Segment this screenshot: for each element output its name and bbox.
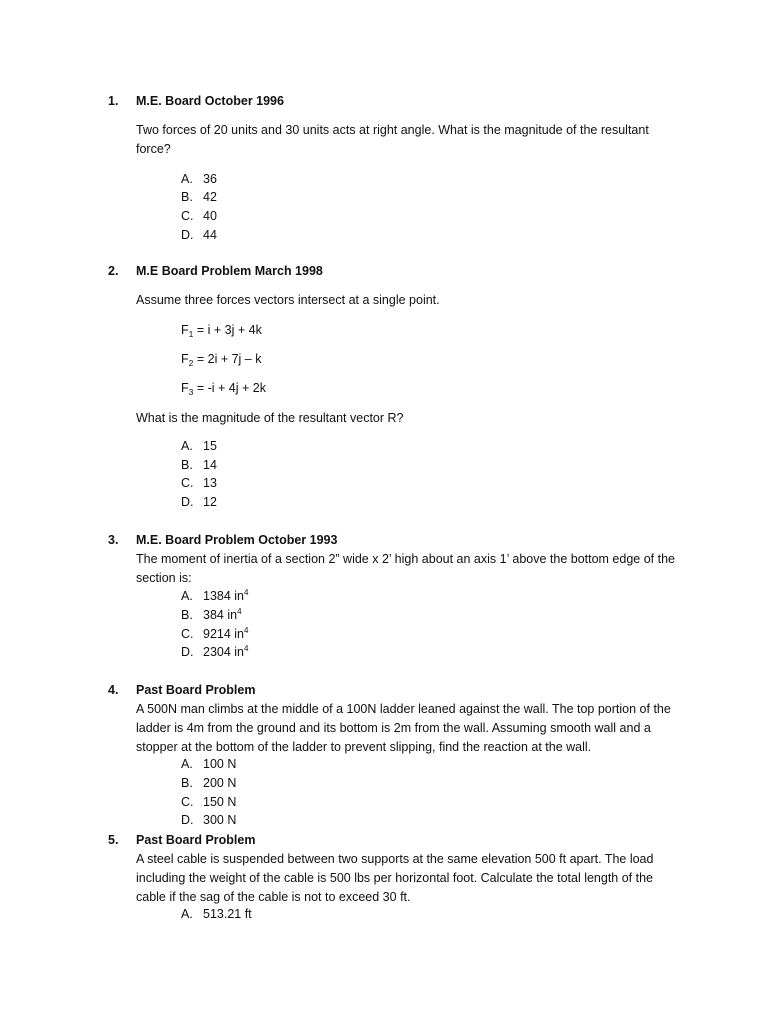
option-letter: C.	[181, 627, 194, 641]
option	[181, 625, 248, 645]
option	[181, 474, 217, 492]
option-value: 40	[203, 209, 217, 223]
option-letter: A.	[181, 172, 193, 186]
option-value: 36	[203, 172, 217, 186]
option	[181, 207, 217, 225]
option	[181, 587, 248, 607]
option-value: 14	[203, 458, 217, 472]
option-letter: A.	[181, 907, 193, 921]
option-value: 200 N	[203, 776, 237, 790]
option-value: 13	[203, 476, 217, 490]
option-value: 15	[203, 439, 217, 453]
option-value: 1384 in	[203, 589, 245, 603]
equation-symbol: F	[181, 323, 189, 337]
option-value: 9214 in	[203, 627, 245, 641]
option-letter: C.	[181, 209, 194, 223]
question-number: 2.	[108, 264, 119, 278]
option	[181, 226, 217, 244]
option-letter: D.	[181, 813, 194, 827]
option-letter: A.	[181, 439, 193, 453]
option-letter: B.	[181, 776, 193, 790]
equation-rhs: = 2i + 7j – k	[193, 352, 262, 366]
question-text: The moment of inertia of a section 2” wide x 2’ high about an axis 1’ above the bottom edge of the section is:	[136, 552, 675, 585]
question-title: M.E. Board October 1996	[136, 94, 284, 108]
option-value: 42	[203, 190, 217, 204]
question-prompt: What is the magnitude of the resultant vector R?	[136, 411, 404, 425]
question-title: Past Board Problem	[136, 683, 256, 697]
option	[181, 643, 248, 663]
option-letter: A.	[181, 589, 193, 603]
question-text: Two forces of 20 units and 30 units acts at right angle. What is the magnitude of the resultant force?	[136, 123, 649, 156]
option-value: 513.21 ft	[203, 907, 252, 921]
equation-subscript: 1	[188, 329, 194, 339]
option-letter: C.	[181, 795, 194, 809]
option-letter: D.	[181, 228, 194, 242]
option-value: 384 in	[203, 608, 238, 622]
option-value: 150 N	[203, 795, 237, 809]
option-value: 300 N	[203, 813, 237, 827]
option-superscript: 4	[244, 626, 249, 635]
question-text: Assume three forces vectors intersect at a single point.	[136, 293, 440, 307]
option-letter: B.	[181, 608, 193, 622]
option-value: 2304 in	[203, 645, 245, 659]
option-superscript: 4	[237, 607, 242, 616]
option	[181, 755, 236, 773]
equation-subscript: 3	[188, 387, 194, 397]
equation-subscript: 2	[188, 358, 194, 368]
option	[181, 493, 217, 511]
option	[181, 437, 217, 455]
question-number: 5.	[108, 833, 119, 847]
equation-f1	[181, 321, 262, 340]
option	[181, 811, 236, 829]
question-number: 3.	[108, 533, 119, 547]
option-superscript: 4	[244, 588, 249, 597]
option-value: 12	[203, 495, 217, 509]
option	[181, 793, 236, 811]
equation-rhs: = i + 3j + 4k	[193, 323, 262, 337]
question-title: M.E Board Problem March 1998	[136, 264, 323, 278]
option-letter: D.	[181, 495, 194, 509]
equation-f3	[181, 379, 266, 398]
option	[181, 170, 217, 188]
option-value: 44	[203, 228, 217, 242]
equation-f2	[181, 350, 261, 369]
option-letter: C.	[181, 476, 194, 490]
option	[181, 774, 236, 792]
question-number: 4.	[108, 683, 119, 697]
option	[181, 188, 217, 206]
option-value: 100 N	[203, 757, 237, 771]
option-letter: B.	[181, 458, 193, 472]
option	[181, 905, 252, 923]
equation-symbol: F	[181, 381, 189, 395]
question-title: M.E. Board Problem October 1993	[136, 533, 338, 547]
question-text: A 500N man climbs at the middle of a 100N ladder leaned against the wall. The top portion of the ladder is 4m from the ground and its bottom is 2m from the wall. Assuming smooth wall and a stopper at the bottom of the ladder to prevent slipping, find the reaction at the wall.	[136, 702, 671, 754]
option	[181, 456, 217, 474]
option-letter: B.	[181, 190, 193, 204]
option-letter: A.	[181, 757, 193, 771]
option-letter: D.	[181, 645, 194, 659]
equation-rhs: = -i + 4j + 2k	[193, 381, 266, 395]
question-text: A steel cable is suspended between two supports at the same elevation 500 ft apart. The load including the weight of the cable is 500 lbs per horizontal foot. Calculate the total length of the cable if the sag of the cable is not to exceed 30 ft.	[136, 852, 654, 904]
question-number: 1.	[108, 94, 119, 108]
option-superscript: 4	[244, 644, 249, 653]
question-title: Past Board Problem	[136, 833, 256, 847]
equation-symbol: F	[181, 352, 189, 366]
option	[181, 606, 242, 626]
